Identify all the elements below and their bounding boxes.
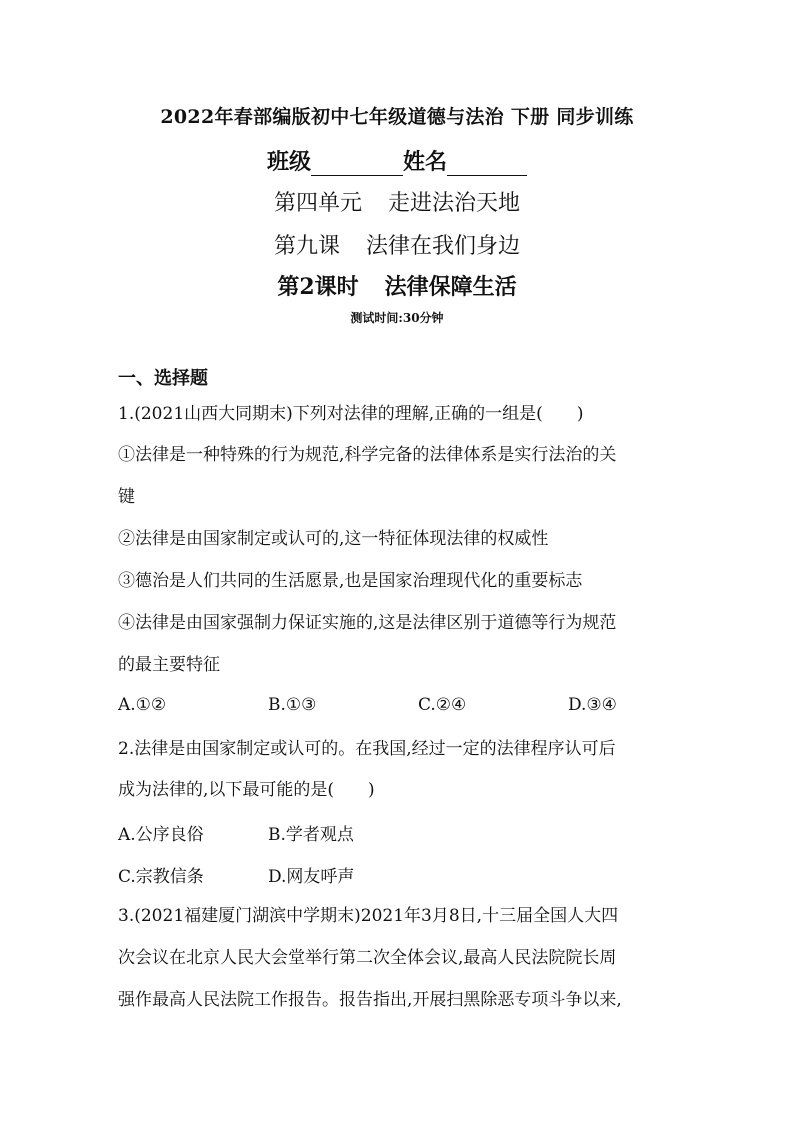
section-title: 一、选择题	[118, 368, 208, 389]
lesson-name: 法律在我们身边	[366, 234, 521, 259]
q1-statement-3: ③德治是人们共同的生活愿景,也是国家治理现代化的重要标志	[118, 571, 583, 591]
q1-statement-1-cont: 键	[118, 487, 135, 507]
q1-statement-2: ②法律是由国家制定或认可的,这一特征体现法律的权威性	[118, 529, 549, 549]
class-blank[interactable]	[311, 153, 403, 176]
q2-option-d[interactable]: D.网友呼声	[268, 867, 355, 887]
q2-stem-line-2: 成为法律的,以下最可能的是( )	[118, 780, 375, 800]
q3-stem-line-2: 次会议在北京人民大会堂举行第二次全体会议,最高人民法院院长周	[118, 948, 617, 968]
unit-heading	[0, 186, 794, 217]
q1-stem: 1.(2021山西大同期末)下列对法律的理解,正确的一组是( )	[118, 404, 584, 424]
name-blank[interactable]	[447, 153, 527, 176]
q3-stem-line-3: 强作最高人民法院工作报告。报告指出,开展扫黑除恶专项斗争以来,	[118, 990, 622, 1010]
class-label: 班级	[266, 149, 311, 175]
q2-option-a[interactable]: A.公序良俗	[118, 825, 204, 845]
test-time: 测试时间:30分钟	[350, 311, 444, 325]
class-name-line	[0, 145, 794, 176]
lesson-heading	[0, 229, 794, 260]
period-name: 法律保障生活	[384, 274, 517, 300]
q3-number: 3.	[118, 906, 135, 926]
period-number: 第2课时	[277, 274, 359, 300]
q1-option-c[interactable]: C.②④	[418, 695, 467, 715]
q1-source: (2021山西大同期末)	[134, 404, 293, 424]
unit-number: 第四单元	[273, 191, 362, 216]
document-title: 2022年春部编版初中七年级道德与法治 下册 同步训练	[160, 106, 634, 128]
unit-name: 走进法治天地	[388, 191, 521, 216]
name-label: 姓名	[403, 149, 448, 175]
q1-number: 1.	[118, 404, 135, 424]
q3-source: (2021福建厦门湖滨中学期末)	[134, 906, 361, 926]
lesson-number: 第九课	[273, 234, 340, 259]
q1-statement-4-cont: 的最主要特征	[118, 655, 220, 675]
q1-stem-text: 下列对法律的理解,正确的一组是(	[292, 404, 543, 424]
q1-option-d[interactable]: D.③④	[568, 695, 617, 715]
q3-stem-line-1: 3.(2021福建厦门湖滨中学期末)2021年3月8日,十三届全国人大四	[118, 906, 619, 926]
q1-statement-1: ①法律是一种特殊的行为规范,科学完备的法律体系是实行法治的关	[118, 445, 617, 465]
q1-option-a[interactable]: A.①②	[118, 695, 167, 715]
q2-stem-line-1: 2.法律是由国家制定或认可的。在我国,经过一定的法律程序认可后	[118, 739, 616, 759]
q1-option-b[interactable]: B.①③	[268, 695, 317, 715]
q2-option-c[interactable]: C.宗教信条	[118, 867, 204, 887]
period-heading	[0, 270, 794, 301]
q2-option-b[interactable]: B.学者观点	[268, 825, 354, 845]
q1-statement-4: ④法律是由国家强制力保证实施的,这是法律区别于道德等行为规范	[118, 613, 617, 633]
